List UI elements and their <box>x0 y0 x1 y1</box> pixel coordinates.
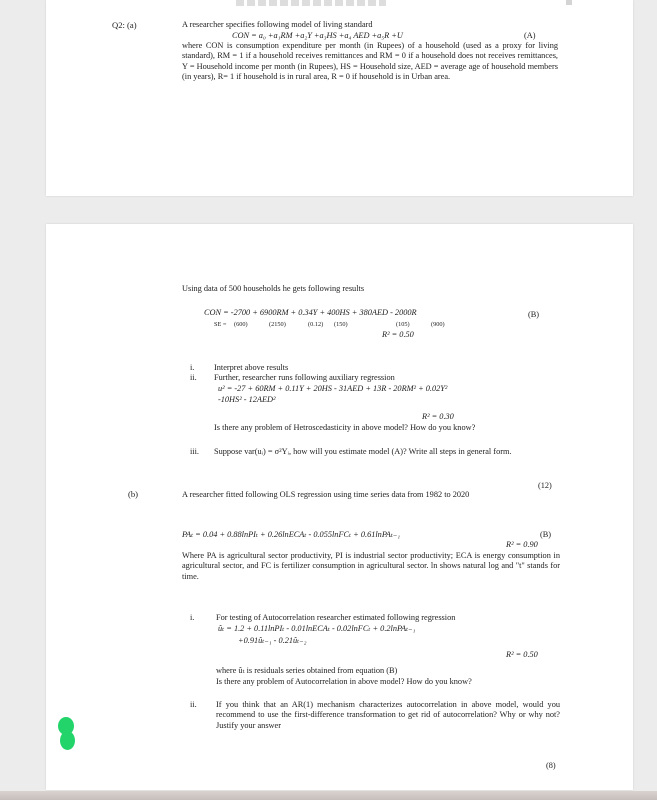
auxiliary-r-squared: R² = 0.30 <box>422 412 454 421</box>
se-value: (150) <box>334 321 348 328</box>
cut-off-text <box>236 0 386 6</box>
estimated-equation-tag: (B) <box>528 310 540 319</box>
auxiliary-equation-line1: u² = -27 + 60RM + 0.11Y + 20HS - 31AED + 13R - 20RM² + 0.02Y² <box>218 384 448 393</box>
variable-definitions: where CON is consumption expenditure per month (in Rupees) of a household (used as a proxy for living standard), RM = 1 if a household receives remittances and RM = 0 if a household does not receives remittances, Y = Household income per month (in Rupees), HS = Household size, AED = average age of household members (in years), R= 1 if household is in rural area, R = 0 if household is in Urban area. <box>182 41 558 81</box>
question-label: Q2: (a) <box>112 20 137 30</box>
heteroscedasticity-question: Is there any problem of Hetroscedasticity in above model? How do you know? <box>214 423 476 432</box>
autocorrelation-equation-line2: +0.91ûₜ₋₁ - 0.21ûₜ₋₂ <box>238 636 307 645</box>
residual-definition: where ûₜ is residuals series obtained from equation (B) <box>216 666 398 675</box>
item-number: iii. <box>190 447 199 456</box>
document-page-2 <box>46 224 633 790</box>
model-intro: A researcher specifies following model of living standard <box>182 20 373 29</box>
bottom-divider <box>0 791 657 800</box>
se-value: (2150) <box>269 321 286 328</box>
marks-part-b: (8) <box>546 761 556 770</box>
item-text: For testing of Autocorrelation researcher estimated following regression <box>216 613 456 622</box>
item-number: i. <box>190 613 195 622</box>
results-intro: Using data of 500 households he gets following results <box>182 284 365 293</box>
item-number: ii. <box>190 373 197 382</box>
cut-off-mark <box>566 0 572 5</box>
item-number: i. <box>190 363 195 372</box>
item-text: Suppose var(uᵢ) = σ²Yᵢ, how will you estimate model (A)? Write all steps in general form. <box>214 447 512 456</box>
item-number: ii. <box>190 700 197 709</box>
part-b-label: (b) <box>128 489 139 499</box>
autocorrelation-r-squared: R² = 0.50 <box>506 650 538 659</box>
ols-equation: PAₜ = 0.04 + 0.88lnPIₜ + 0.26lnECAₜ - 0.055lnFCₜ + 0.61lnPAₜ₋₁ <box>182 530 401 539</box>
autocorrelation-equation-line1: ûₜ = 1.2 + 0.11lnPIₜ - 0.01lnECAₜ - 0.02lnFCₜ + 0.2lnPAₜ₋₁ <box>218 624 416 633</box>
se-value: (0.12) <box>308 321 324 328</box>
item-text: Further, researcher runs following auxiliary regression <box>214 373 395 382</box>
model-equation: CON = a₀ +a₁RM +a₂Y +a₃HS +a₄ AED +a₅R +U <box>232 31 403 40</box>
marks-part-a: (12) <box>538 481 552 490</box>
auxiliary-equation-line2: -10HS² - 12AED² <box>218 395 276 404</box>
estimated-equation: CON = -2700 + 6900RM + 0.34Y + 400HS + 380AED - 2000R <box>204 308 417 317</box>
ols-equation-tag: (B) <box>540 530 552 539</box>
item-text: Interpret above results <box>214 363 289 372</box>
se-label: SE = <box>214 321 227 328</box>
ols-r-squared: R² = 0.90 <box>506 540 538 549</box>
estimated-r-squared: R² = 0.50 <box>382 330 414 339</box>
ols-variable-definitions: Where PA is agricultural sector productivity, PI is industrial sector productivity; ECA is energy consumption in agricultural sector, and FC is fertilizer consumption in agricultural sector. ln shows natural log and "t" stands for time. <box>182 551 560 581</box>
se-value: (105) <box>396 321 410 328</box>
se-value: (600) <box>234 321 248 328</box>
part-b-intro: A researcher fitted following OLS regression using time series data from 1982 to 2020 <box>182 490 470 499</box>
model-tag: (A) <box>524 31 536 40</box>
se-value: (900) <box>431 321 445 328</box>
item-text: If you think that an AR(1) mechanism characterizes autocorrelation in above model, would you recommend to use the first-difference transformation to get rid of autocorrelation? Why or why not? Justify your answer <box>216 700 560 730</box>
document-page-1 <box>46 0 633 196</box>
highlight-mark <box>60 731 75 750</box>
autocorrelation-question: Is there any problem of Autocorrelation in above model? How do you know? <box>216 677 472 686</box>
